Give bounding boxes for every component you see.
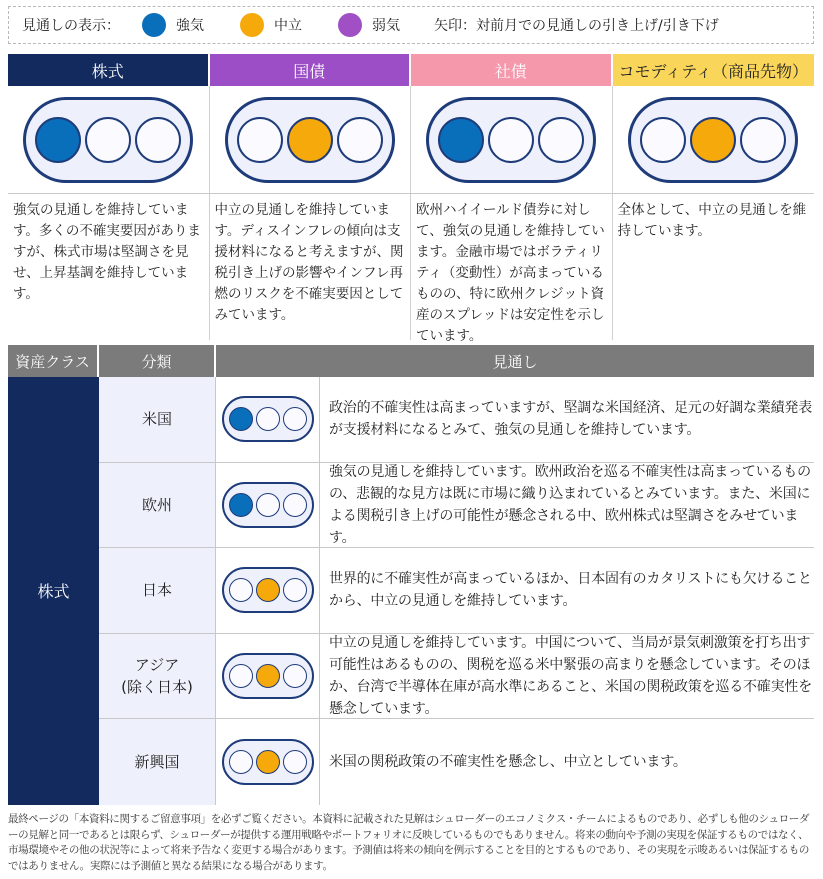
light-circle-left (229, 407, 253, 431)
row-light-cell (216, 377, 320, 462)
overview-desc-row (8, 194, 814, 344)
detail-body (8, 377, 814, 805)
footnote: 最終ページの「本資料に関するご留意事項」を必ずご覧ください。本資料に記載された見解はシュローダーのエコノミクス・チームによるものであり、必ずしも他のシュローダーの見解と同一であるとは限らず、シュローダーが提供する運用戦略やポートフォリオに反映しているものでもありません。将来の動向や予測の実現を保証するものではなく、市場環境やその他の状況等によって将来予告なく変更する場合があります。予測値は将来の傾向を例示することを目的とするものであり、その実現を示唆あるいは保証するものではありません。実際には予測値と異なる結果になる場合があります。 (8, 813, 810, 872)
traffic-light-icon (222, 482, 314, 528)
light-circle-left (237, 117, 283, 163)
overview-header-govbond: 国債 (210, 54, 412, 86)
overview-desc-commodity: 全体として、中立の見通しを維持しています。 (617, 202, 807, 239)
neutral-dot-icon (240, 13, 264, 37)
header-category: 分類 (99, 345, 216, 377)
legend-item-bear (338, 13, 400, 37)
light-circle-middle (256, 407, 280, 431)
overview-light-cell (210, 86, 412, 193)
category-us: 米国 (99, 377, 216, 462)
legend-text-bear: 弱気 (372, 18, 400, 34)
light-circle-right (538, 117, 584, 163)
overview-desc-equity: 強気の見通しを維持しています。多くの不確実要因がありますが、株式市場は堅調さを見せ、上昇基調を維持しています。 (8, 194, 210, 340)
detail-header-row (8, 345, 814, 377)
row-light-cell (216, 719, 320, 805)
light-circle-right (283, 407, 307, 431)
light-circle-left (35, 117, 81, 163)
light-circle-left (229, 493, 253, 517)
legend-box (8, 6, 814, 44)
category-europe: 欧州 (99, 463, 216, 548)
row-light-cell (216, 463, 320, 548)
category-emerging: 新興国 (99, 719, 216, 805)
overview-table (8, 54, 814, 344)
light-circle-middle (488, 117, 534, 163)
light-circle-right (283, 493, 307, 517)
overview-header-commodity: コモディティ（商品先物） (613, 54, 815, 86)
light-circle-middle (256, 578, 280, 602)
light-circle-right (740, 117, 786, 163)
light-circle-left (229, 750, 253, 774)
light-circle-middle (256, 664, 280, 688)
table-row (99, 463, 814, 549)
traffic-light-icon (628, 97, 798, 183)
detail-rows (99, 377, 814, 805)
overview-light-cell (613, 86, 815, 193)
overview-light-cell (8, 86, 210, 193)
table-row (99, 719, 814, 805)
category-japan: 日本 (99, 548, 216, 633)
outlook-text-emerging: 米国の関税政策の不確実性を懸念し、中立としています。 (329, 754, 687, 771)
light-circle-left (438, 117, 484, 163)
legend-text-bull: 強気 (176, 18, 204, 34)
traffic-light-icon (23, 97, 193, 183)
traffic-light-icon (222, 567, 314, 613)
overview-desc-corpbond: 欧州ハイイールド債券に対して、強気の見通しを維持しています。金融市場ではボラティリティ（変動性）が高まっているものの、特に欧州クレジット資産のスプレッドは安定性を示しています。 (411, 194, 613, 340)
overview-desc-govbond: 中立の見通しを維持しています。ディスインフレの傾向は支援材料になると考えますが、関税引き上げの影響やインフレ再燃のリスクを不確実要因としてみています。 (210, 194, 412, 340)
light-circle-right (337, 117, 383, 163)
table-row (99, 377, 814, 463)
overview-lights-row (8, 86, 814, 194)
light-circle-middle (287, 117, 333, 163)
traffic-light-icon (222, 396, 314, 442)
outlook-text-europe: 強気の見通しを維持しています。欧州政治を巡る不確実性は高まっているものの、悲観的な見方は既に市場に織り込まれているとみています。また、米国による関税引き上げの可能性が懸念される中、欧州株式は堅調さをみせています。 (329, 463, 811, 546)
overview-headers (8, 54, 814, 86)
light-circle-left (229, 664, 253, 688)
bear-dot-icon (338, 13, 362, 37)
light-circle-right (283, 664, 307, 688)
bull-dot-icon (142, 13, 166, 37)
traffic-light-icon (426, 97, 596, 183)
light-circle-middle (690, 117, 736, 163)
light-circle-middle (256, 493, 280, 517)
overview-header-corpbond: 社債 (411, 54, 613, 86)
legend-text-neutral: 中立 (274, 18, 302, 34)
table-row (99, 634, 814, 720)
light-circle-right (283, 750, 307, 774)
outlook-text-japan: 世界的に不確実性が高まっているほか、日本固有のカタリストにも欠けることから、中立の見通しを維持しています。 (329, 571, 812, 610)
legend-item-bull (142, 13, 204, 37)
light-circle-left (229, 578, 253, 602)
header-outlook: 見通し (492, 352, 538, 371)
detail-table (8, 345, 814, 805)
light-circle-middle (256, 750, 280, 774)
outlook-text-us: 政治的不確実性は高まっていますが、堅調な米国経済、足元の好調な業績発表が支援材料になるとみて、強気の見通しを維持しています。 (329, 400, 812, 439)
overview-header-equity: 株式 (8, 54, 210, 86)
row-light-cell (216, 634, 320, 719)
row-light-cell (216, 548, 320, 633)
legend-item-neutral (240, 13, 302, 37)
light-circle-left (640, 117, 686, 163)
header-asset-class: 資産クラス (8, 345, 99, 377)
legend-label: 見通しの表示： (22, 18, 120, 34)
asset-class-cell: 株式 (8, 377, 99, 805)
legend-arrow-note: 矢印：対前月での見通しの引き上げ/引き下げ (434, 18, 719, 34)
traffic-light-icon (222, 739, 314, 785)
outlook-text-asia: 中立の見通しを維持しています。中国について、当局が景気刺激策を打ち出す可能性はあるものの、関税を巡る米中緊張の高まりを懸念しています。そのほか、台湾で半導体在庫が高水準にあること、米国の関税政策を巡る不確実性を懸念しています。 (329, 635, 812, 718)
light-circle-middle (85, 117, 131, 163)
traffic-light-icon (225, 97, 395, 183)
table-row (99, 548, 814, 634)
light-circle-right (283, 578, 307, 602)
overview-light-cell (411, 86, 613, 193)
traffic-light-icon (222, 653, 314, 699)
light-circle-right (135, 117, 181, 163)
category-asia-ex-japan: アジア (除く日本) (99, 634, 216, 719)
